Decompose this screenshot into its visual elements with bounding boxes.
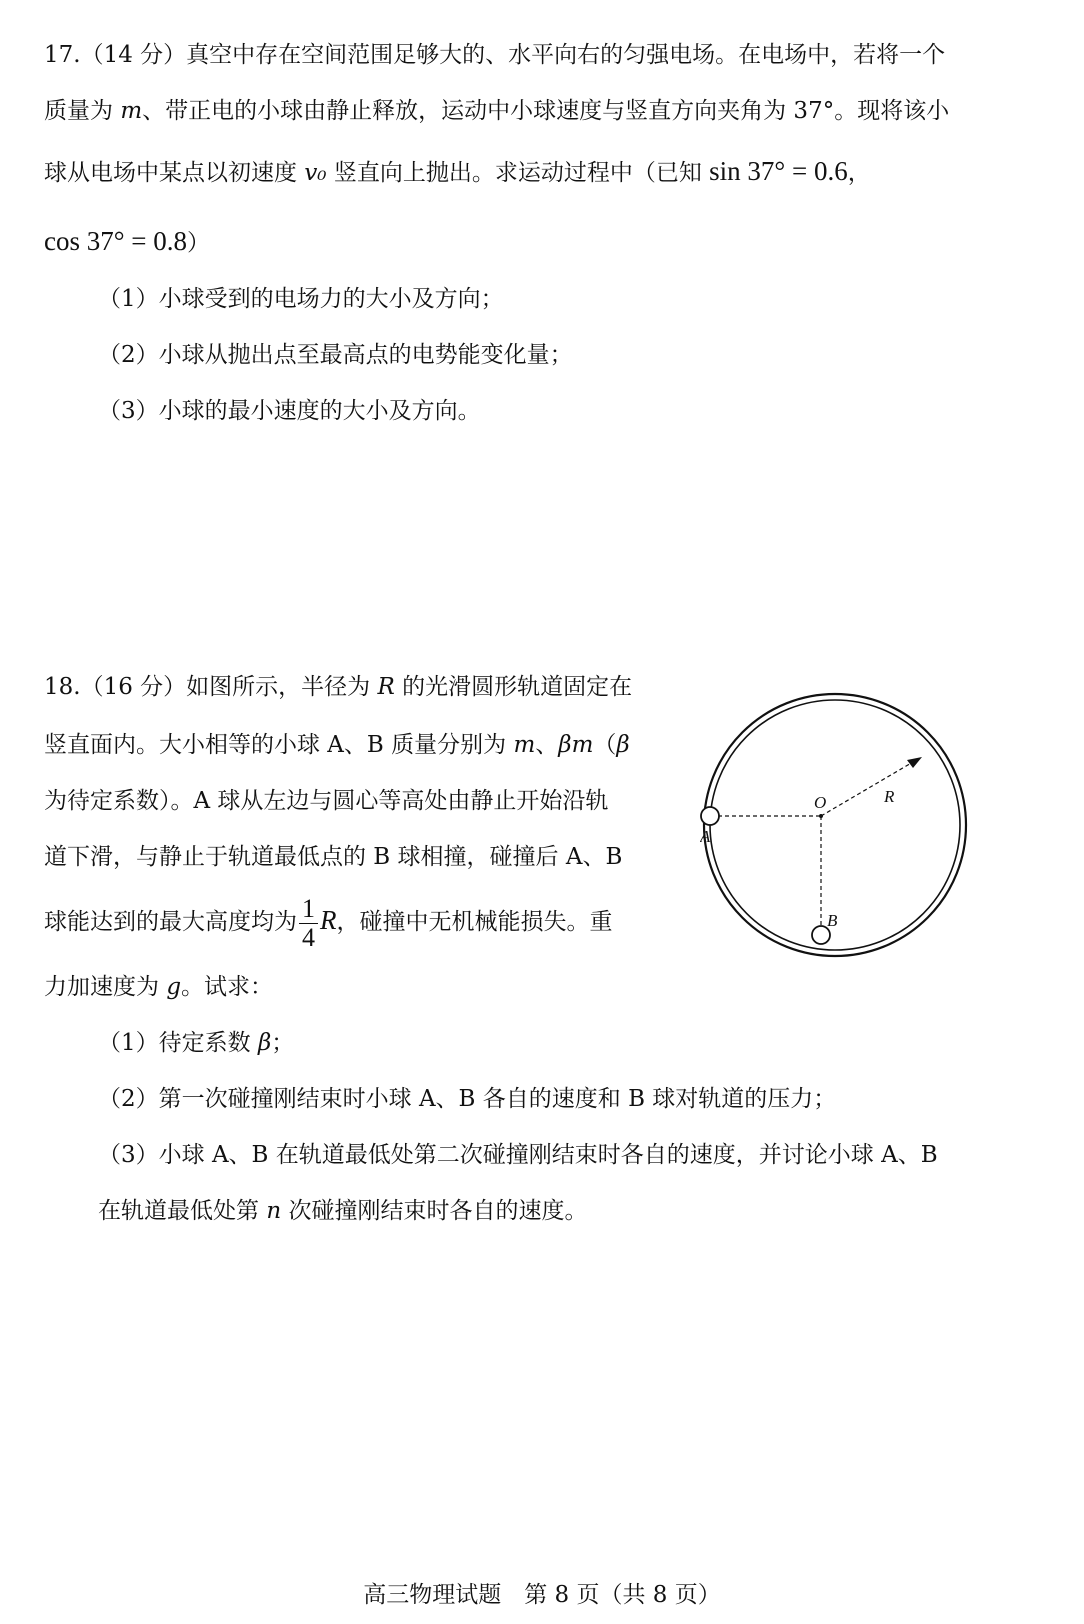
q17-line4 bbox=[44, 226, 210, 258]
circular-track-diagram bbox=[700, 688, 980, 968]
q18-sub1-a: （1）待定系数 bbox=[98, 1030, 258, 1056]
q17-symbol-m: m bbox=[120, 98, 143, 124]
fraction-numerator: 1 bbox=[299, 895, 318, 924]
ball-A bbox=[701, 807, 719, 825]
q17-sub2: （2）小球从抛出点至最高点的电势能变化量； bbox=[98, 342, 573, 368]
q17-line3 bbox=[44, 156, 871, 188]
q18-line1-b: 的光滑圆形轨道固定在 bbox=[394, 674, 633, 700]
q18-symbol-g: g bbox=[166, 974, 182, 1000]
q18-line2-a: 竖直面内。大小相等的小球 A、B 质量分别为 bbox=[44, 732, 514, 758]
q18-sub1-beta: β bbox=[257, 1030, 272, 1056]
q18-symbol-R: R bbox=[377, 674, 395, 700]
q18-sub3-cont bbox=[98, 1196, 587, 1226]
q18-line4: 道下滑，与静止于轨道最低点的 B 球相撞，碰撞后 A、B bbox=[44, 844, 623, 870]
q17-line1 bbox=[44, 40, 945, 70]
q18-line6 bbox=[44, 972, 273, 1002]
q18-sub1 bbox=[98, 1028, 294, 1058]
page-footer: 高三物理试题 第 8 页（共 8 页） bbox=[363, 1582, 721, 1608]
q18-sub1-b: ； bbox=[271, 1030, 295, 1056]
q18-symbol-beta: β bbox=[616, 732, 630, 758]
q18-symbol-m: m bbox=[513, 732, 536, 758]
q18-line3: 为待定系数）。A 球从左边与圆心等高处由静止开始沿轨 bbox=[44, 788, 609, 814]
label-A: A bbox=[700, 827, 711, 846]
radius-arrow-line bbox=[821, 762, 913, 816]
q18-line6-b: 。试求： bbox=[181, 974, 274, 1000]
q18-line1-a: 18.（16 分）如图所示，半径为 bbox=[44, 674, 378, 700]
q18-sub2: （2）第一次碰撞刚结束时小球 A、B 各自的速度和 B 球对轨道的压力； bbox=[98, 1086, 837, 1112]
q18-sub3: （3）小球 A、B 在轨道最低处第二次碰撞刚结束时各自的速度，并讨论小球 A、B bbox=[98, 1142, 938, 1168]
label-B: B bbox=[827, 911, 838, 930]
q18-symbol-n: n bbox=[266, 1198, 282, 1224]
q18-line1 bbox=[44, 672, 632, 702]
q17-line3-b: 竖直向上抛出。求运动过程中（已知 bbox=[326, 160, 710, 186]
q18-line2-b: 、 bbox=[535, 732, 559, 758]
center-point bbox=[819, 814, 823, 818]
q18-line5-b: ，碰撞中无机械能损失。重 bbox=[336, 909, 613, 935]
q17-sub1: （1）小球受到的电场力的大小及方向； bbox=[98, 286, 504, 312]
q17-line3-a: 球从电场中某点以初速度 bbox=[44, 160, 305, 186]
q18-symbol-R2: R bbox=[320, 905, 337, 935]
radius-arrowhead bbox=[907, 757, 922, 768]
q17-sub3: （3）小球的最小速度的大小及方向。 bbox=[98, 398, 481, 424]
q18-symbol-beta-m: βm bbox=[558, 732, 594, 758]
q17-line2 bbox=[44, 96, 949, 126]
q18-line5 bbox=[44, 890, 613, 954]
q18-line6-a: 力加速度为 bbox=[44, 974, 167, 1000]
q18-line5-a: 球能达到的最大高度均为 bbox=[44, 909, 297, 935]
q17-symbol-v0: v₀ bbox=[304, 160, 327, 186]
label-O: O bbox=[814, 793, 827, 812]
q18-line2-c: （ bbox=[593, 732, 617, 758]
q17-line1-text: 17.（14 分）真空中存在空间范围足够大的、水平向右的匀强电场。在电场中，若将一个 bbox=[44, 42, 946, 68]
q17-line2-b: 、带正电的小球由静止释放，运动中小球速度与竖直方向夹角为 37°。现将该小 bbox=[142, 98, 950, 124]
q17-line4-b: ） bbox=[187, 230, 211, 256]
q18-sub3-cont-b: 次碰撞刚结束时各自的速度。 bbox=[281, 1198, 588, 1224]
q17-line2-a: 质量为 bbox=[44, 98, 121, 124]
fraction-one-quarter bbox=[299, 895, 318, 952]
q18-line2 bbox=[44, 730, 630, 760]
q17-sin37: sin 37° = 0.6 bbox=[709, 156, 848, 186]
q17-cos37: cos 37° = 0.8 bbox=[44, 226, 188, 256]
fraction-denominator: 4 bbox=[302, 922, 315, 952]
q18-sub3-cont-a: 在轨道最低处第 bbox=[98, 1198, 267, 1224]
q17-line3-c: ， bbox=[847, 160, 871, 186]
label-R: R bbox=[884, 787, 895, 806]
